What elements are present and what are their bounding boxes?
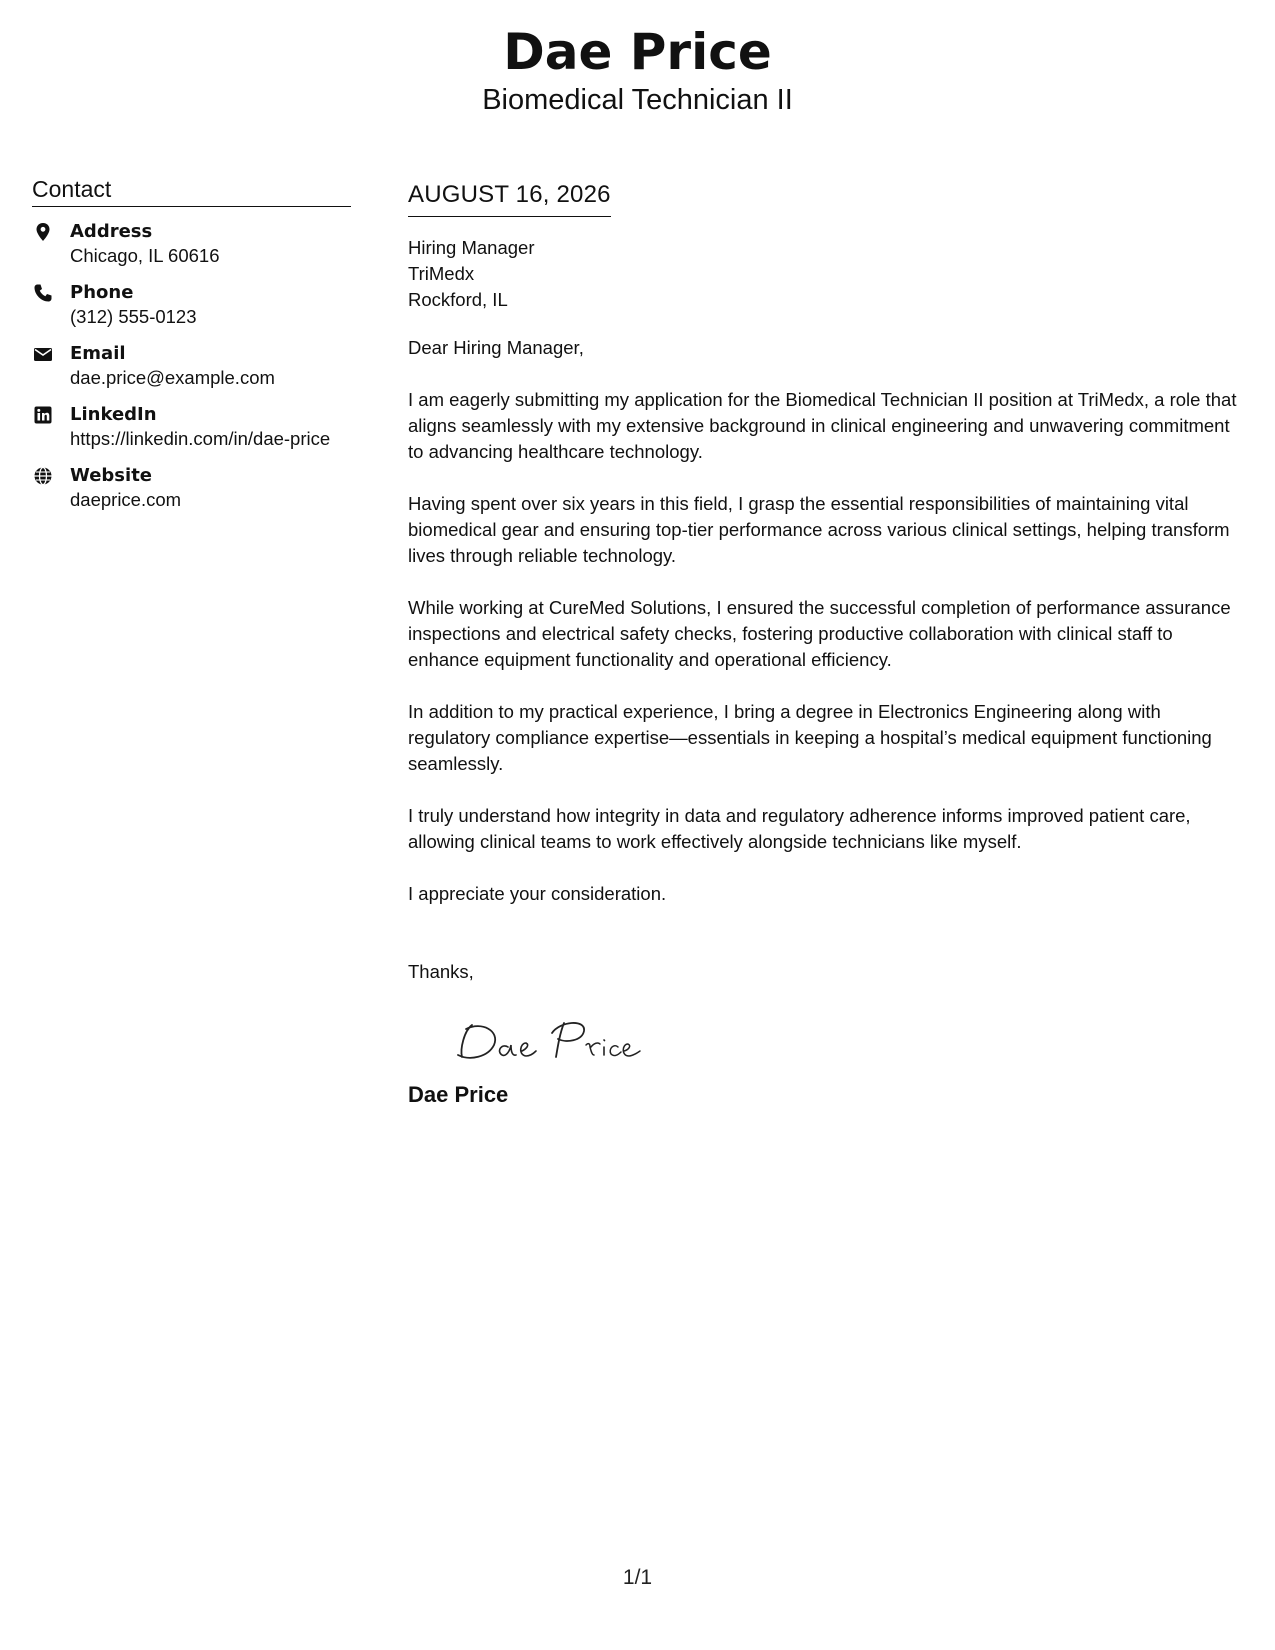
contact-label: Website <box>70 465 153 486</box>
date-block <box>408 180 611 217</box>
body-paragraph: I am eagerly submitting my application for the Biomedical Technician II position at TriMedx, a role that aligns seamlessly with my extensive background in clinical engineering and unwavering commitment to advancing healthcare technology. <box>408 389 1237 462</box>
body-paragraph: I appreciate your consideration. <box>408 883 667 904</box>
contact-address <box>32 220 351 268</box>
recipient-line: Rockford, IL <box>408 289 508 310</box>
contact-label: Phone <box>70 282 134 303</box>
contact-value: (312) 555-0123 <box>70 306 197 327</box>
letter-date: AUGUST 16, 2026 <box>408 181 611 208</box>
closing: Thanks, <box>408 961 474 982</box>
body-paragraph: While working at CureMed Solutions, I ensured the successful completion of performance assurance inspections and electrical safety checks, fostering productive collaboration with clinical staff to enhance equipment functionality and operational efficiency. <box>408 597 1231 670</box>
contact-email <box>32 342 351 390</box>
contact-label: Email <box>70 343 126 364</box>
contact-label: Address <box>70 221 153 242</box>
contact-value[interactable]: https://linkedin.com/in/dae-price <box>70 428 331 449</box>
body-paragraph: Having spent over six years in this field, I grasp the essential responsibilities of maintaining vital biomedical gear and ensuring top-tier performance across various clinical settings, helping transform lives through reliable technology. <box>408 493 1230 566</box>
contact-sidebar <box>32 175 351 512</box>
letter-body <box>408 180 1248 1109</box>
contact-phone <box>32 281 351 329</box>
letter-header <box>0 22 1275 118</box>
contact-label: LinkedIn <box>70 404 157 425</box>
signer-name: Dae Price <box>408 1082 509 1107</box>
page-number: 1/1 <box>622 1566 653 1589</box>
recipient-line: Hiring Manager <box>408 237 535 258</box>
envelope-icon <box>33 344 53 364</box>
recipient-block <box>408 235 1248 313</box>
phone-icon <box>33 283 53 303</box>
handwritten-signature <box>448 1009 668 1069</box>
contact-linkedin <box>32 403 351 451</box>
body-paragraph: In addition to my practical experience, I bring a degree in Electronics Engineering along with regulatory compliance expertise—essentials in keeping a hospital’s medical equipment functioning seamlessly. <box>408 701 1212 774</box>
job-title: Biomedical Technician II <box>482 84 793 116</box>
greeting: Dear Hiring Manager, <box>408 337 584 358</box>
linkedin-icon <box>33 405 53 425</box>
contact-heading: Contact <box>32 175 351 207</box>
globe-icon <box>33 466 53 486</box>
contact-value[interactable]: dae.price@example.com <box>70 367 275 388</box>
recipient-line: TriMedx <box>408 263 475 284</box>
body-paragraph: I truly understand how integrity in data and regulatory adherence informs improved patient care, allowing clinical teams to work effectively alongside technicians like myself. <box>408 805 1191 852</box>
applicant-name: Dae Price <box>503 23 772 81</box>
contact-value[interactable]: daeprice.com <box>70 489 182 510</box>
contact-value: Chicago, IL 60616 <box>70 245 220 266</box>
contact-website <box>32 464 351 512</box>
map-pin-icon <box>33 222 53 242</box>
